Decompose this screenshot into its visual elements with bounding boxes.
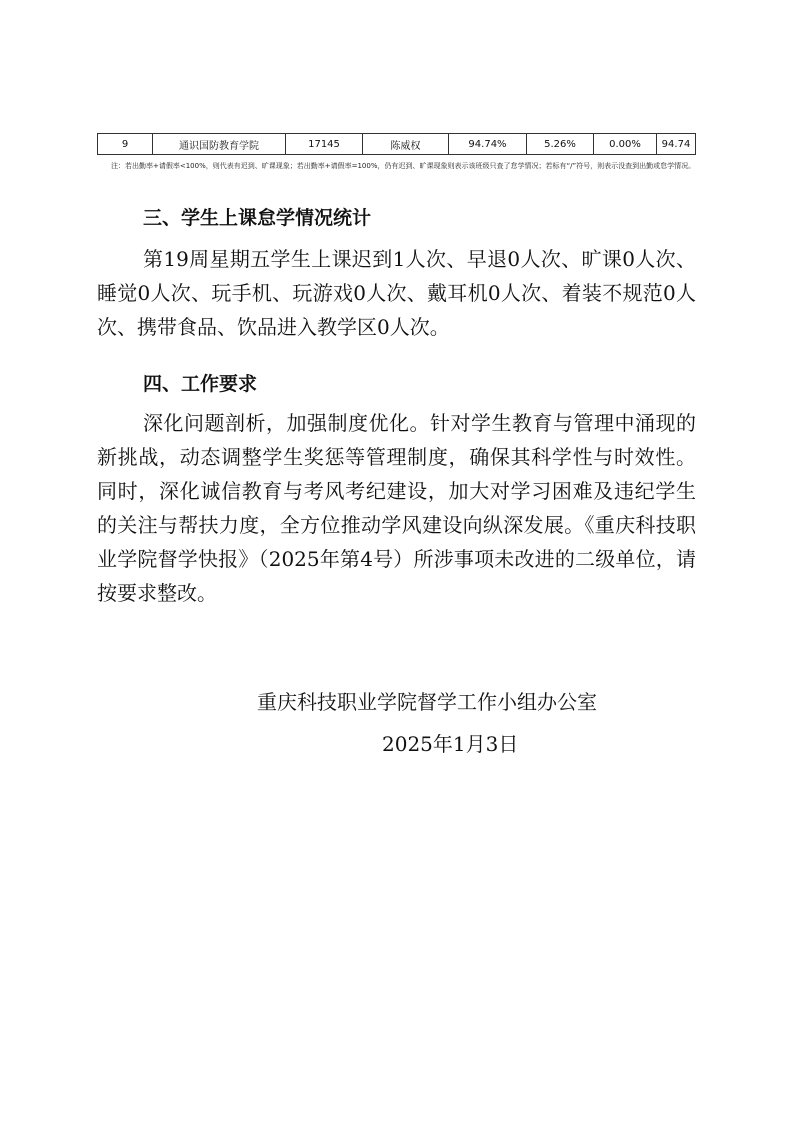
section-body-3: 第19周星期五学生上课迟到1人次、早退0人次、旷课0人次、睡觉0人次、玩手机、玩游戏0人次、戴耳机0人次、着装不规范0人次、携带食品、饮品进入教学区0人次。 (97, 247, 696, 339)
table-cell-class: 17145 (286, 134, 363, 155)
signature-org: 重庆科技职业学院督学工作小组办公室 (257, 690, 597, 714)
table-cell-attendance-rate: 94.74% (449, 134, 527, 155)
table-cell-advisor: 陈威权 (363, 134, 449, 155)
table-cell-leave-rate: 5.26% (527, 134, 594, 155)
table-cell-index: 9 (98, 134, 153, 155)
section-heading-4: 四、工作要求 (143, 373, 258, 395)
signature-date: 2025年1月3日 (382, 732, 519, 756)
attendance-table (97, 133, 696, 155)
table-cell-absence-rate: 0.00% (594, 134, 657, 155)
table-cell-college: 通识国防教育学院 (153, 134, 286, 155)
section-body-4: 深化问题剖析，加强制度优化。针对学生教育与管理中涌现的新挑战，动态调整学生奖惩等管理制度，确保其科学性与时效性。同时，深化诚信教育与考风考纪建设，加大对学习困难及违纪学生的关注与帮扶力度，全方位推动学风建设向纵深发展。《重庆科技职业学院督学快报》（2025年第4号）所涉事项未改进的二级单位，请按要求整改。 (97, 411, 696, 605)
table-cell-score: 94.74 (657, 134, 696, 155)
table-note: 注：若出勤率+请假率<100%，则代表有迟到、旷课现象；若出勤率+请假率=100%，仍有迟到、旷课现象则表示该班级只查了怠学情况；若标有“/”符号，则表示没查到出勤或怠学情况。 (111, 162, 696, 170)
section-heading-3: 三、学生上课怠学情况统计 (143, 207, 372, 229)
table-row (98, 134, 696, 155)
